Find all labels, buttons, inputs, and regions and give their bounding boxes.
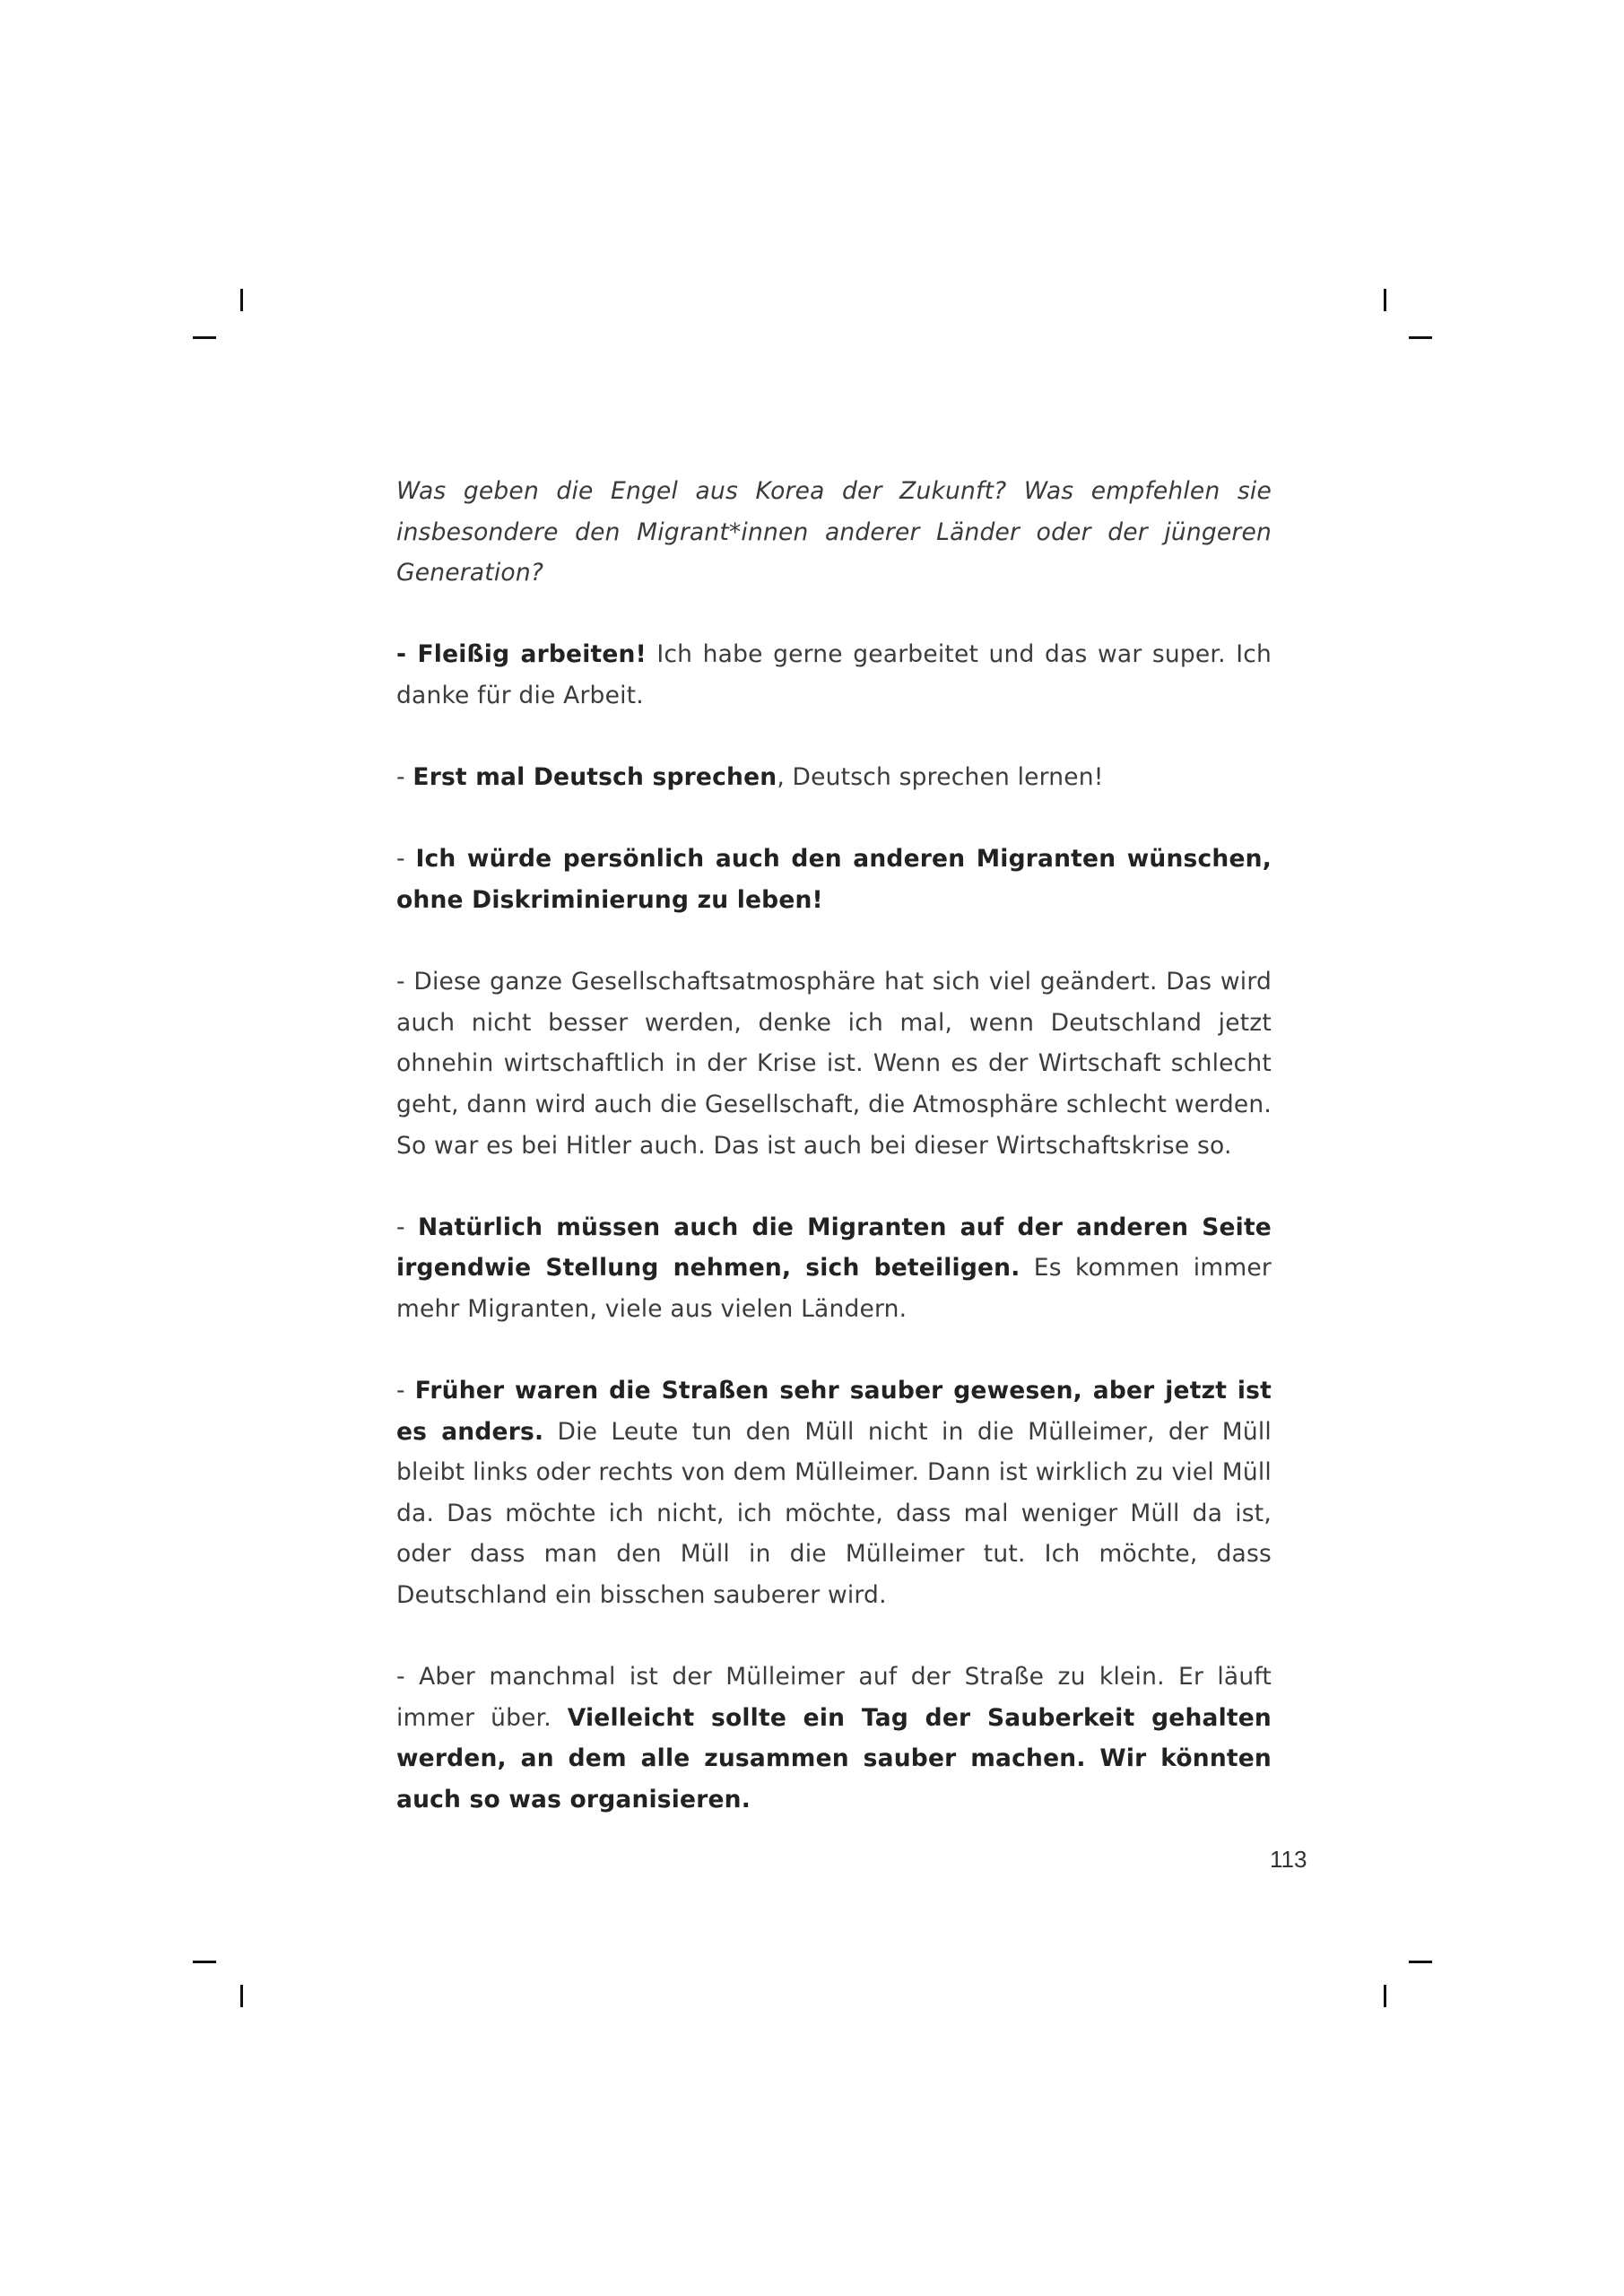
answer-bold-text: Erst mal Deutsch sprechen — [413, 763, 777, 792]
answer-bold-text: Natürlich müssen auch die Migranten auf der anderen Seite irgendwie Stellung nehmen, sich beteiligen. — [396, 1213, 1272, 1283]
answer-paragraph — [396, 1370, 1272, 1616]
page-number: 113 — [1270, 1846, 1307, 1873]
answer-text: Ich habe gerne gearbeitet und das war super. Ich danke für die Arbeit. — [396, 640, 1272, 709]
answer-bold-text: Ich würde persönlich auch den anderen Migranten wünschen, ohne Diskriminierung zu leben! — [396, 845, 1272, 914]
answer-paragraph — [396, 634, 1272, 716]
answer-text: - — [396, 1377, 415, 1405]
page-body — [396, 471, 1272, 1821]
answer-paragraph — [396, 839, 1272, 920]
answer-text: - — [396, 845, 416, 874]
answer-bold-text: Früher waren die Straßen sehr sauber gewesen, aber jetzt ist es anders. — [396, 1377, 1272, 1446]
crop-mark-bottom-right-vertical — [1384, 1985, 1386, 2007]
answer-bold-text: - Fleißig arbeiten! — [396, 640, 647, 669]
answer-text: - — [396, 763, 413, 792]
answer-paragraph — [396, 961, 1272, 1166]
answer-text: , Deutsch sprechen lernen! — [777, 763, 1104, 792]
crop-mark-top-left-vertical — [240, 289, 243, 311]
crop-mark-top-left-horizontal — [193, 336, 216, 339]
interview-question: Was geben die Engel aus Korea der Zukunft? Was empfehlen sie insbesondere den Migrant*innen anderer Länder oder der jüngeren Generation? — [396, 477, 1272, 587]
answer-paragraph — [396, 1207, 1272, 1330]
answer-text: Die Leute tun den Müll nicht in die Mülleimer, der Müll bleibt links oder rechts von dem Mülleimer. Dann ist wirklich zu viel Müll da. Das möchte ich nicht, ich möchte, dass mal weniger Müll da ist, oder dass man den Müll in die Mülleimer tut. Ich möchte, dass Deutschland ein bisschen sauberer wird. — [396, 1417, 1272, 1610]
answer-text: - Aber manchmal ist der Mülleimer auf der Straße zu klein. Er läuft immer über. — [396, 1663, 1272, 1732]
answer-bold-text: Vielleicht sollte ein Tag der Sauberkeit gehalten werden, an dem alle zusammen sauber machen. Wir könnten auch so was organisieren. — [396, 1703, 1272, 1813]
answer-text: Es kommen immer mehr Migranten, viele aus vielen Ländern. — [396, 1254, 1272, 1323]
answer-paragraph — [396, 1657, 1272, 1820]
answer-text: - — [396, 1213, 418, 1241]
crop-mark-top-right-vertical — [1384, 289, 1386, 311]
crop-mark-bottom-left-horizontal — [193, 1961, 216, 1963]
crop-mark-top-right-horizontal — [1409, 336, 1432, 339]
crop-mark-bottom-right-horizontal — [1409, 1961, 1432, 1963]
answer-paragraph — [396, 757, 1272, 798]
answer-text: - Diese ganze Gesellschaftsatmosphäre hat sich viel geändert. Das wird auch nicht besser werden, denke ich mal, wenn Deutschland jetzt ohnehin wirtschaftlich in der Krise ist. Wenn es der Wirtschaft schlecht geht, dann wird auch die Gesellschaft, die Atmosphäre schlecht werden. So war es bei Hitler auch. Das ist auch bei dieser Wirtschaftskrise so. — [396, 968, 1272, 1160]
crop-mark-bottom-left-vertical — [240, 1985, 243, 2007]
